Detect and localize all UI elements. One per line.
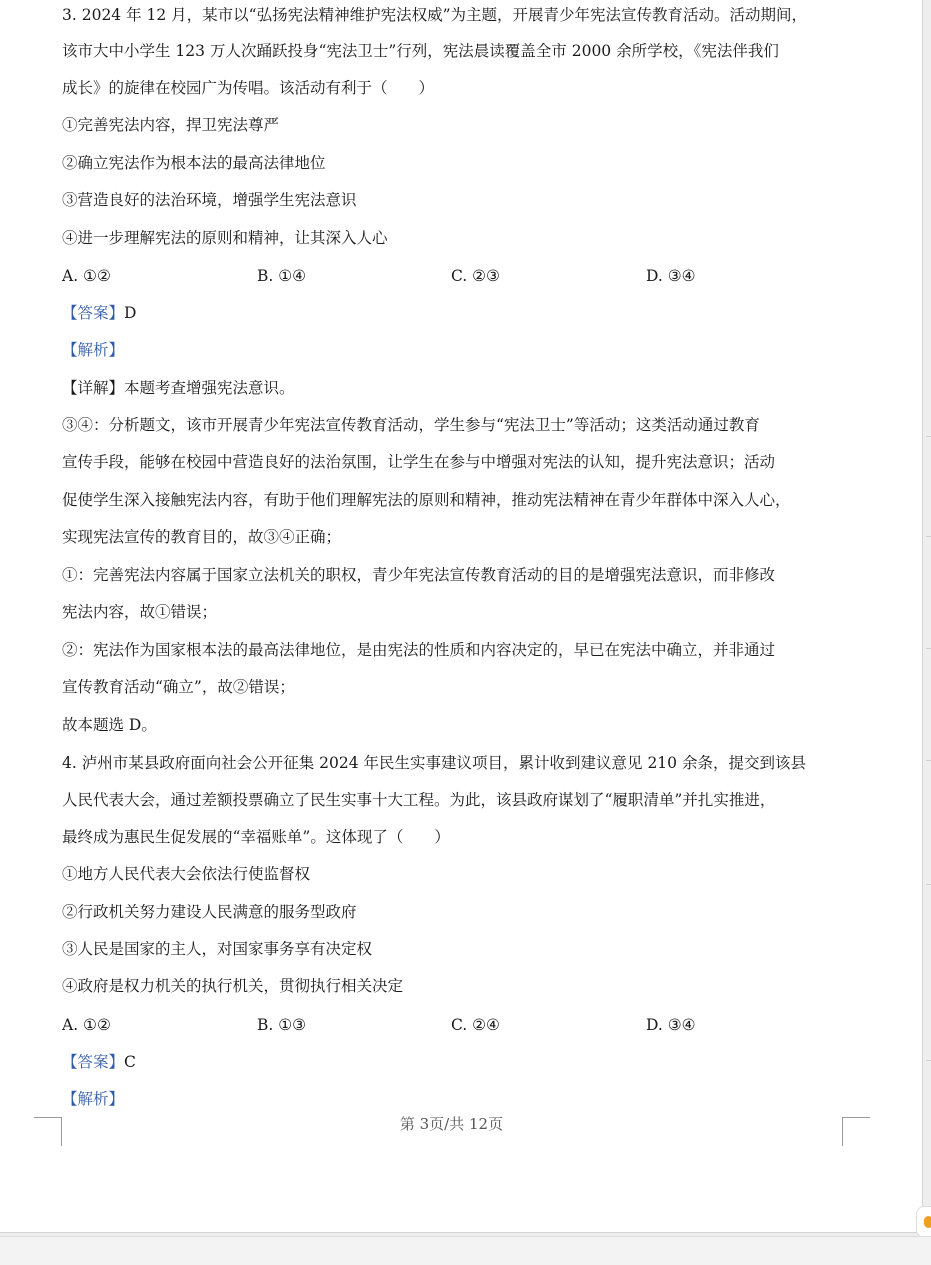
q3-analysis-label: 【解析】 bbox=[62, 341, 125, 359]
q3-stem-line-2: 该市大中小学生 123 万人次踊跃投身“宪法卫士”行列，宪法晨读覆盖全市 2000 余所学校，《宪法伴我们 bbox=[62, 42, 779, 60]
q3-explanation-line-8: 宣传教育活动“确立”，故②错误； bbox=[62, 678, 295, 696]
q4-option-d: D. ③④ bbox=[646, 1016, 696, 1034]
q3-explanation-line-2: 宣传手段，能够在校园中营造良好的法治氛围，让学生在参与中增强对宪法的认知，提升宪法意识；活动 bbox=[62, 453, 776, 471]
q3-option-a: A. ①② bbox=[62, 267, 111, 285]
q4-option-b: B. ①③ bbox=[257, 1016, 307, 1034]
q3-detail bbox=[62, 376, 295, 400]
q3-answer-value: D bbox=[124, 304, 137, 322]
q3-answer-label: 【答案】 bbox=[62, 304, 125, 322]
q4-statement-2: ②行政机关努力建设人民满意的服务型政府 bbox=[62, 903, 357, 921]
q3-explanation-line-3: 促使学生深入接触宪法内容，有助于他们理解宪法的原则和精神，推动宪法精神在青少年群体中深入人心， bbox=[62, 491, 791, 509]
q4-stem-line-1: 4. 泸州市某县政府面向社会公开征集 2024 年民生实事建议项目，累计收到建议意见 210 余条，提交到该县 bbox=[62, 754, 806, 772]
q3-answer bbox=[62, 301, 136, 325]
q4-answer bbox=[62, 1050, 136, 1074]
q3-explanation-line-4: 实现宪法宣传的教育目的，故③④正确； bbox=[62, 528, 342, 546]
scroll-edge-mark bbox=[926, 760, 931, 761]
q3-option-b: B. ①④ bbox=[257, 267, 307, 285]
q4-option-a: A. ①② bbox=[62, 1016, 111, 1034]
q4-option-c: C. ②④ bbox=[451, 1016, 500, 1034]
q3-detail-label: 【详解】 bbox=[62, 379, 125, 397]
q3-stem-line-1: 3. 2024 年 12 月，某市以“弘扬宪法精神维护宪法权威”为主题，开展青少年宪法宣传教育活动。活动期间， bbox=[62, 6, 808, 24]
scroll-edge-mark bbox=[926, 884, 931, 885]
assistant-icon bbox=[924, 1216, 931, 1228]
q3-statement-3: ③营造良好的法治环境，增强学生宪法意识 bbox=[62, 191, 357, 209]
q4-options bbox=[62, 1013, 852, 1037]
scroll-edge-mark bbox=[926, 648, 931, 649]
q4-statement-3: ③人民是国家的主人，对国家事务享有决定权 bbox=[62, 940, 373, 958]
scroll-edge-mark bbox=[926, 536, 931, 537]
scroll-edge-mark bbox=[926, 436, 931, 437]
q3-stem-line-3: 成长》的旋律在校园广为传唱。该活动有利于（ ） bbox=[62, 79, 435, 97]
q3-explanation-line-6: 宪法内容，故①错误； bbox=[62, 603, 218, 621]
q3-explanation-line-9: 故本题选 D。 bbox=[62, 716, 157, 734]
q4-statement-4: ④政府是权力机关的执行机关，贯彻执行相关决定 bbox=[62, 977, 404, 995]
page-footer: 第 3页/共 12页 bbox=[399, 1115, 504, 1133]
q3-statement-4: ④进一步理解宪法的原则和精神，让其深入人心 bbox=[62, 229, 388, 247]
q4-statement-1: ①地方人民代表大会依法行使监督权 bbox=[62, 865, 311, 883]
q3-detail-text: 本题考查增强宪法意识。 bbox=[124, 379, 295, 397]
q3-options bbox=[62, 264, 852, 288]
q3-statement-1: ①完善宪法内容，捍卫宪法尊严 bbox=[62, 116, 280, 134]
q4-stem-line-3: 最终成为惠民生促发展的“幸福账单”。这体现了（ ） bbox=[62, 828, 450, 846]
q4-analysis-label: 【解析】 bbox=[62, 1090, 125, 1108]
q3-explanation-line-5: ①：完善宪法内容属于国家立法机关的职权，青少年宪法宣传教育活动的目的是增强宪法意识，而非修改 bbox=[62, 566, 776, 584]
q4-answer-value: C bbox=[124, 1053, 136, 1071]
q4-stem-line-2: 人民代表大会，通过差额投票确立了民生实事十大工程。为此，该县政府谋划了“履职清单”并扎实推进， bbox=[62, 791, 776, 809]
viewer-status-bar bbox=[0, 1236, 931, 1265]
scroll-edge-mark bbox=[926, 1060, 931, 1061]
q3-explanation-line-7: ②：宪法作为国家根本法的最高法律地位，是由宪法的性质和内容决定的，早已在宪法中确立，并非通过 bbox=[62, 641, 776, 659]
q3-statement-2: ②确立宪法作为根本法的最高法律地位 bbox=[62, 154, 326, 172]
q3-explanation-line-1: ③④：分析题文，该市开展青少年宪法宣传教育活动，学生参与“宪法卫士”等活动；这类活动通过教育 bbox=[62, 416, 760, 434]
q3-option-c: C. ②③ bbox=[451, 267, 500, 285]
q4-answer-label: 【答案】 bbox=[62, 1053, 125, 1071]
q3-option-d: D. ③④ bbox=[646, 267, 696, 285]
floating-assistant-tab[interactable] bbox=[916, 1206, 931, 1238]
